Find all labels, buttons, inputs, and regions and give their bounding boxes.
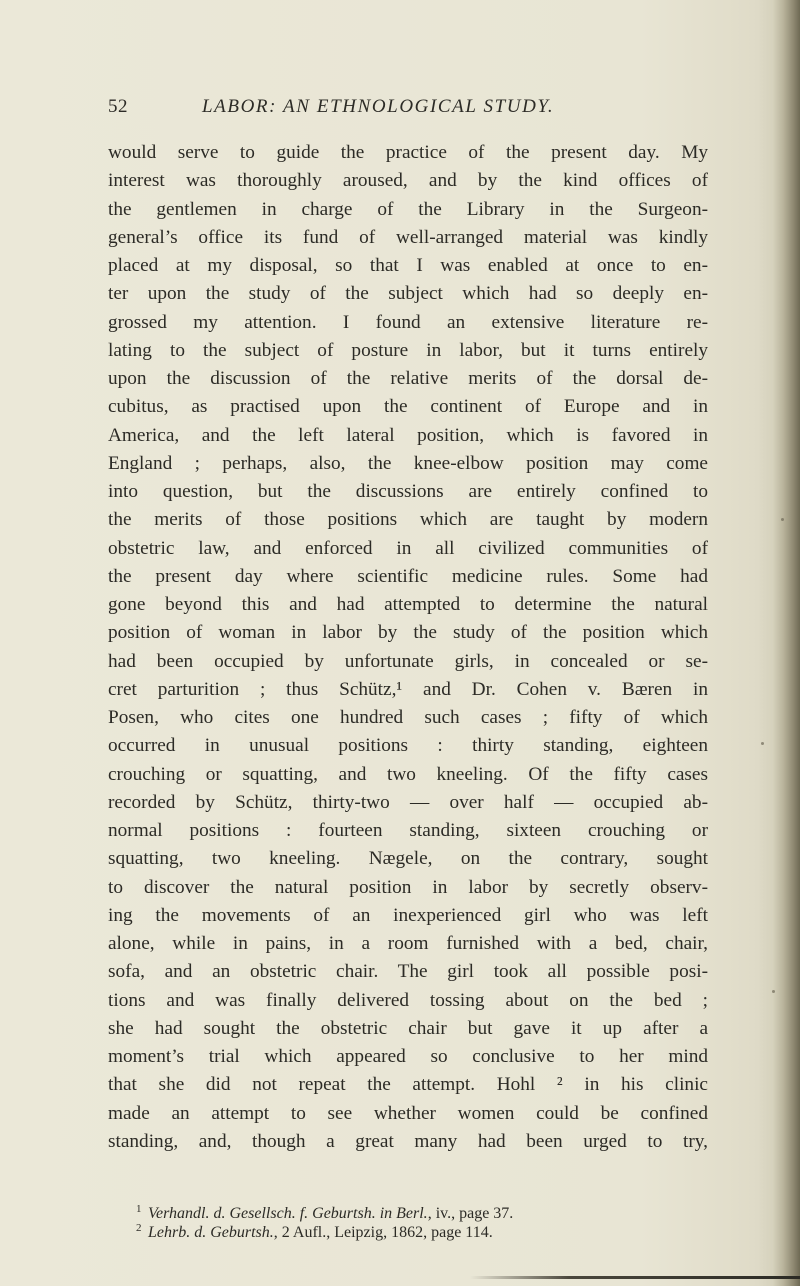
body-line: America, and the left lateral position, which is favored in — [108, 424, 708, 446]
speck — [772, 990, 775, 993]
body-line: squatting, two kneeling. Nægele, on the contrary, sought — [108, 848, 708, 870]
body-line: alone, while in pains, in a room furnished with a bed, chair, — [108, 933, 708, 954]
body-line: cubitus, as practised upon the continent of Europe and in — [108, 396, 708, 418]
page-bottom-edge — [470, 1276, 800, 1279]
footnote-title: Verhandl. d. Gesellsch. f. Geburtsh. in Berl. — [148, 1205, 428, 1222]
page-binding-edge — [758, 0, 800, 1286]
body-line: crouching or squatting, and two kneeling. Of the fifty cases — [108, 763, 708, 785]
body-line: the present day where scientific medicine rules. Some had — [108, 565, 708, 587]
body-line: tions and was finally delivered tossing about on the bed ; — [108, 989, 708, 1011]
body-line: to discover the natural position in labor by secretly observ- — [108, 876, 708, 898]
body-line: placed at my disposal, so that I was enabled at once to en- — [108, 255, 708, 276]
body-line: grossed my attention. I found an extensive literature re- — [108, 311, 708, 333]
body-line: position of woman in labor by the study of the position which — [108, 622, 708, 644]
body-line: cret parturition ; thus Schütz,¹ and Dr. Cohen v. Bæren in — [108, 678, 708, 700]
body-line: moment’s trial which appeared so conclusive to her mind — [108, 1046, 708, 1067]
footnote-citation: , 2 Aufl., Leipzig, 1862, page 114. — [273, 1224, 493, 1241]
body-line: into question, but the discussions are entirely confined to — [108, 481, 708, 502]
body-line: gone beyond this and had attempted to determine the natural — [108, 594, 708, 615]
footnote — [108, 1204, 708, 1223]
running-header — [108, 96, 708, 126]
body-line: recorded by Schütz, thirty-two — over half — occupied ab- — [108, 791, 708, 813]
body-line: she had sought the obstetric chair but gave it up after a — [108, 1017, 708, 1039]
body-line: general’s office its fund of well-arranged material was kindly — [108, 226, 708, 248]
footnote-mark: 1 — [136, 1203, 142, 1215]
body-text — [108, 139, 708, 1156]
body-line: would serve to guide the practice of the present day. My — [108, 142, 708, 163]
body-line: the merits of those positions which are taught by modern — [108, 509, 708, 531]
footnote-title: Lehrb. d. Geburtsh. — [148, 1224, 274, 1241]
body-line: Posen, who cites one hundred such cases ; fifty of which — [108, 707, 708, 728]
body-line: upon the discussion of the relative merits of the dorsal de- — [108, 368, 708, 389]
body-line: the gentlemen in charge of the Library in the Surgeon- — [108, 198, 708, 220]
speck — [761, 742, 764, 745]
body-line: sofa, and an obstetric chair. The girl took all possible posi- — [108, 961, 708, 983]
body-line: interest was thoroughly aroused, and by the kind offices of — [108, 170, 708, 192]
footnotes — [108, 1204, 708, 1242]
body-line: made an attempt to see whether women could be confined — [108, 1102, 708, 1124]
body-line: standing, and, though a great many had been urged to try, — [108, 1130, 708, 1152]
body-line: normal positions : fourteen standing, sixteen crouching or — [108, 820, 708, 841]
page-number: 52 — [108, 96, 128, 117]
body-line: had been occupied by unfortunate girls, in concealed or se- — [108, 650, 708, 672]
body-line: England ; perhaps, also, the knee-elbow position may come — [108, 452, 708, 474]
body-line: that she did not repeat the attempt. Hohl ² in his clinic — [108, 1074, 708, 1096]
body-line: ing the movements of an inexperienced girl who was left — [108, 904, 708, 926]
footnote-citation: , iv., page 37. — [427, 1205, 514, 1222]
running-title: LABOR: AN ETHNOLOGICAL STUDY. — [202, 96, 555, 117]
body-line: lating to the subject of posture in labor, but it turns entirely — [108, 339, 708, 361]
body-line: occurred in unusual positions : thirty standing, eighteen — [108, 735, 708, 757]
speck — [781, 518, 784, 521]
footnote — [108, 1223, 708, 1242]
body-line: obstetric law, and enforced in all civilized communities of — [108, 537, 708, 559]
footnote-mark: 2 — [136, 1222, 142, 1234]
body-line: ter upon the study of the subject which had so deeply en- — [108, 283, 708, 305]
